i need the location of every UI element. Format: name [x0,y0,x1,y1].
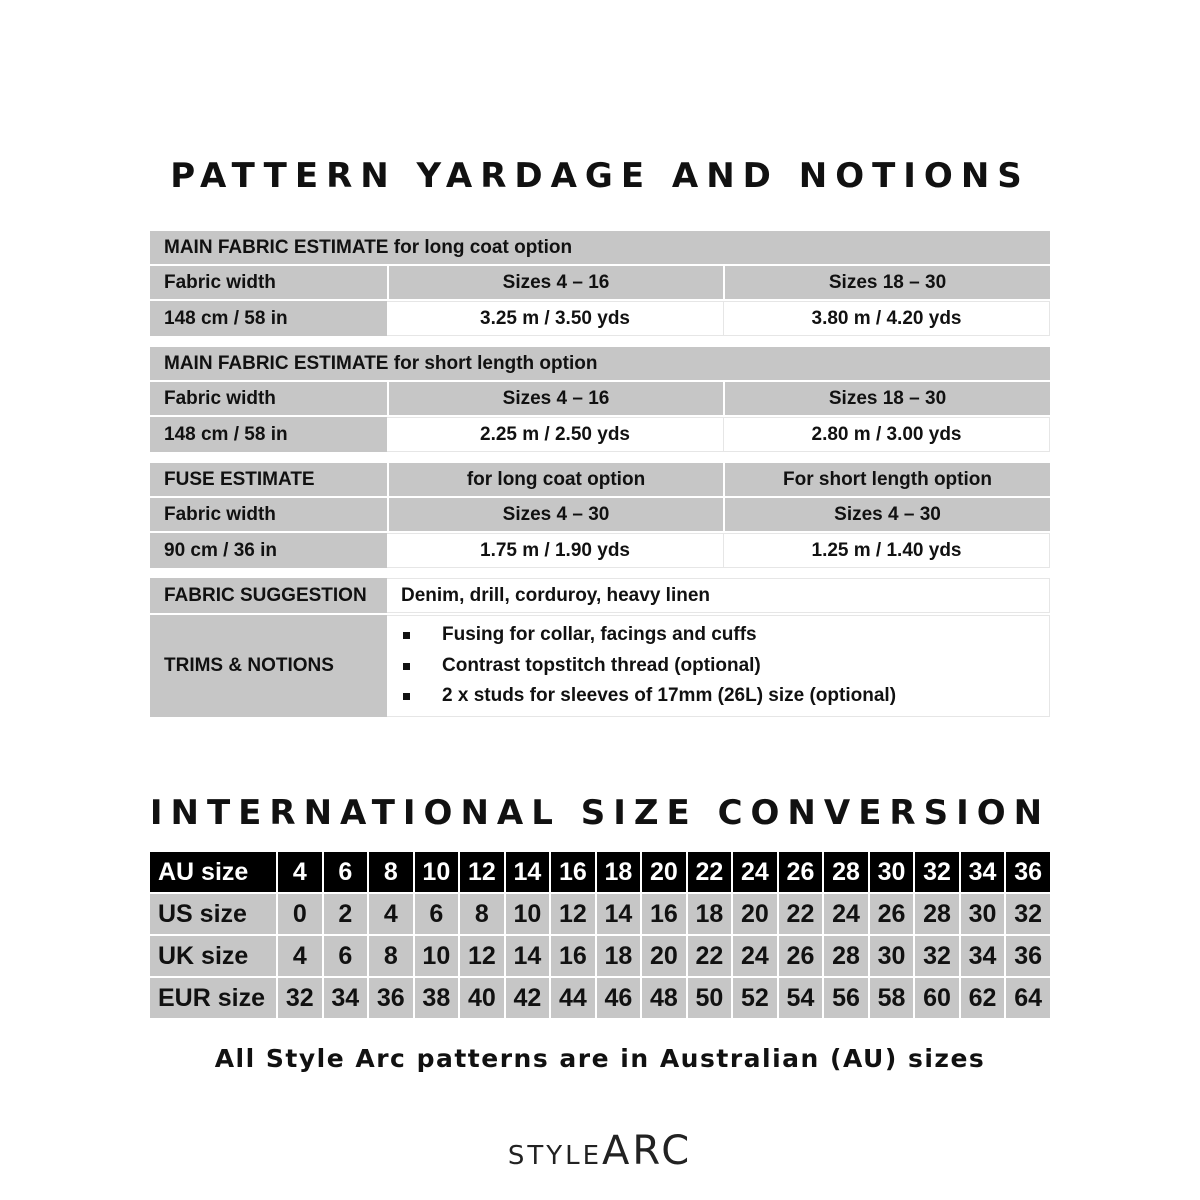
fuse-sizes-long: Sizes 4 – 30 [387,498,723,531]
size-cell: 4 [276,936,322,976]
fabric-suggestion-value: Denim, drill, corduroy, heavy linen [387,578,1050,613]
size-cell: 32 [913,936,959,976]
size-cell: 14 [595,894,641,934]
size-cell: 18 [595,852,641,892]
long-coat-header-rest: for long coat option [388,236,573,258]
fuse-estimate-table [150,461,1050,570]
suggestion-trims-table [150,576,1050,719]
fuse-short-length-header: For short length option [723,463,1050,496]
size-cell: 14 [504,936,550,976]
size-cell: 22 [777,894,823,934]
trims-list [387,616,1049,716]
long-coat-header-bold: MAIN FABRIC ESTIMATE [164,236,389,258]
long-coat-col-header-row [150,266,1050,299]
fuse-sizes-short: Sizes 4 – 30 [723,498,1050,531]
short-length-width-value: 148 cm / 58 in [150,417,387,452]
size-cell: 28 [822,936,868,976]
fabric-suggestion-label: FABRIC SUGGESTION [150,578,387,613]
fuse-header-row [150,463,1050,496]
size-cell: 16 [549,852,595,892]
size-cell: 32 [1004,894,1050,934]
size-cell: 30 [959,894,1005,934]
fuse-estimate-label: FUSE ESTIMATE [150,463,387,496]
size-row-label: US size [150,894,276,934]
fuse-value-row [150,533,1050,568]
size-cell: 20 [731,894,777,934]
style-arc-logo [0,1128,1200,1174]
size-cell: 12 [458,852,504,892]
trims-row [150,615,1050,717]
size-cell: 6 [322,936,368,976]
size-cell: 46 [595,978,641,1018]
size-row-label: UK size [150,936,276,976]
short-length-header-rest: for short length option [388,352,598,374]
size-cell: 34 [959,936,1005,976]
long-coat-small-yardage: 3.25 m / 3.50 yds [387,301,723,336]
size-cell: 44 [549,978,595,1018]
size-conversion-title: INTERNATIONAL SIZE CONVERSION [149,793,1051,833]
short-length-sizes-small: Sizes 4 – 16 [387,382,723,415]
list-item: Fusing for collar, facings and cuffs [401,620,1049,651]
size-cell: 30 [868,852,914,892]
fuse-short-yardage: 1.25 m / 1.40 yds [723,533,1050,568]
table-row [150,936,1050,976]
size-cell: 22 [686,852,732,892]
size-cell: 62 [959,978,1005,1018]
size-cell: 16 [549,936,595,976]
short-length-fabric-table [150,345,1050,454]
short-length-header [150,347,1050,380]
yardage-title: PATTERN YARDAGE AND NOTIONS [170,156,1030,196]
size-cell: 58 [868,978,914,1018]
size-cell: 26 [868,894,914,934]
short-length-large-yardage: 2.80 m / 3.00 yds [723,417,1050,452]
short-length-col-header-row [150,382,1050,415]
size-cell: 24 [731,936,777,976]
size-cell: 54 [777,978,823,1018]
table-row [150,978,1050,1018]
list-item: 2 x studs for sleeves of 17mm (26L) size (optional) [401,681,1049,712]
short-length-sizes-large: Sizes 18 – 30 [723,382,1050,415]
size-cell: 16 [640,894,686,934]
size-cell: 26 [777,936,823,976]
size-cell: 8 [367,936,413,976]
size-cell: 12 [458,936,504,976]
size-cell: 10 [413,852,459,892]
au-sizes-footnote: All Style Arc patterns are in Australian (AU) sizes [214,1044,986,1073]
size-cell: 2 [322,894,368,934]
logo-arc: ARC [602,1128,693,1174]
fuse-width-value: 90 cm / 36 in [150,533,387,568]
size-cell: 4 [276,852,322,892]
size-cell: 42 [504,978,550,1018]
size-cell: 30 [868,936,914,976]
table-row [150,852,1050,892]
long-coat-fabric-width-label: Fabric width [150,266,387,299]
size-cell: 28 [822,852,868,892]
size-cell: 8 [458,894,504,934]
short-length-fabric-width-label: Fabric width [150,382,387,415]
size-cell: 34 [959,852,1005,892]
size-cell: 56 [822,978,868,1018]
logo-style: STYLE [507,1141,603,1171]
short-length-header-bold: MAIN FABRIC ESTIMATE [164,352,389,374]
size-row-label: EUR size [150,978,276,1018]
size-cell: 38 [413,978,459,1018]
fuse-long-yardage: 1.75 m / 1.90 yds [387,533,723,568]
size-cell: 48 [640,978,686,1018]
size-cell: 22 [686,936,732,976]
short-length-value-row [150,417,1050,452]
size-cell: 8 [367,852,413,892]
size-cell: 18 [686,894,732,934]
size-cell: 36 [1004,852,1050,892]
long-coat-width-value: 148 cm / 58 in [150,301,387,336]
long-coat-fabric-table [150,229,1050,338]
size-cell: 18 [595,936,641,976]
short-length-header-row [150,347,1050,380]
fabric-suggestion-row [150,578,1050,613]
size-cell: 6 [322,852,368,892]
long-coat-header-row [150,231,1050,264]
size-cell: 28 [913,894,959,934]
trims-label: TRIMS & NOTIONS [150,615,387,717]
fuse-fabric-width-label: Fabric width [150,498,387,531]
size-cell: 0 [276,894,322,934]
fuse-col-header-row [150,498,1050,531]
short-length-small-yardage: 2.25 m / 2.50 yds [387,417,723,452]
list-item: Contrast topstitch thread (optional) [401,651,1049,682]
size-row-label: AU size [150,852,276,892]
size-cell: 26 [777,852,823,892]
long-coat-header [150,231,1050,264]
size-cell: 36 [367,978,413,1018]
size-cell: 64 [1004,978,1050,1018]
size-cell: 10 [504,894,550,934]
fuse-long-coat-header: for long coat option [387,463,723,496]
size-cell: 40 [458,978,504,1018]
size-cell: 20 [640,936,686,976]
size-cell: 4 [367,894,413,934]
size-cell: 60 [913,978,959,1018]
size-cell: 12 [549,894,595,934]
size-cell: 32 [276,978,322,1018]
size-cell: 50 [686,978,732,1018]
long-coat-large-yardage: 3.80 m / 4.20 yds [723,301,1050,336]
size-cell: 6 [413,894,459,934]
long-coat-sizes-small: Sizes 4 – 16 [387,266,723,299]
size-cell: 32 [913,852,959,892]
long-coat-sizes-large: Sizes 18 – 30 [723,266,1050,299]
size-cell: 14 [504,852,550,892]
size-cell: 24 [822,894,868,934]
long-coat-value-row [150,301,1050,336]
size-cell: 24 [731,852,777,892]
size-cell: 36 [1004,936,1050,976]
size-cell: 20 [640,852,686,892]
table-row [150,894,1050,934]
size-cell: 52 [731,978,777,1018]
size-cell: 34 [322,978,368,1018]
size-conversion-table [150,850,1050,1020]
trims-list-cell [387,615,1050,717]
size-cell: 10 [413,936,459,976]
